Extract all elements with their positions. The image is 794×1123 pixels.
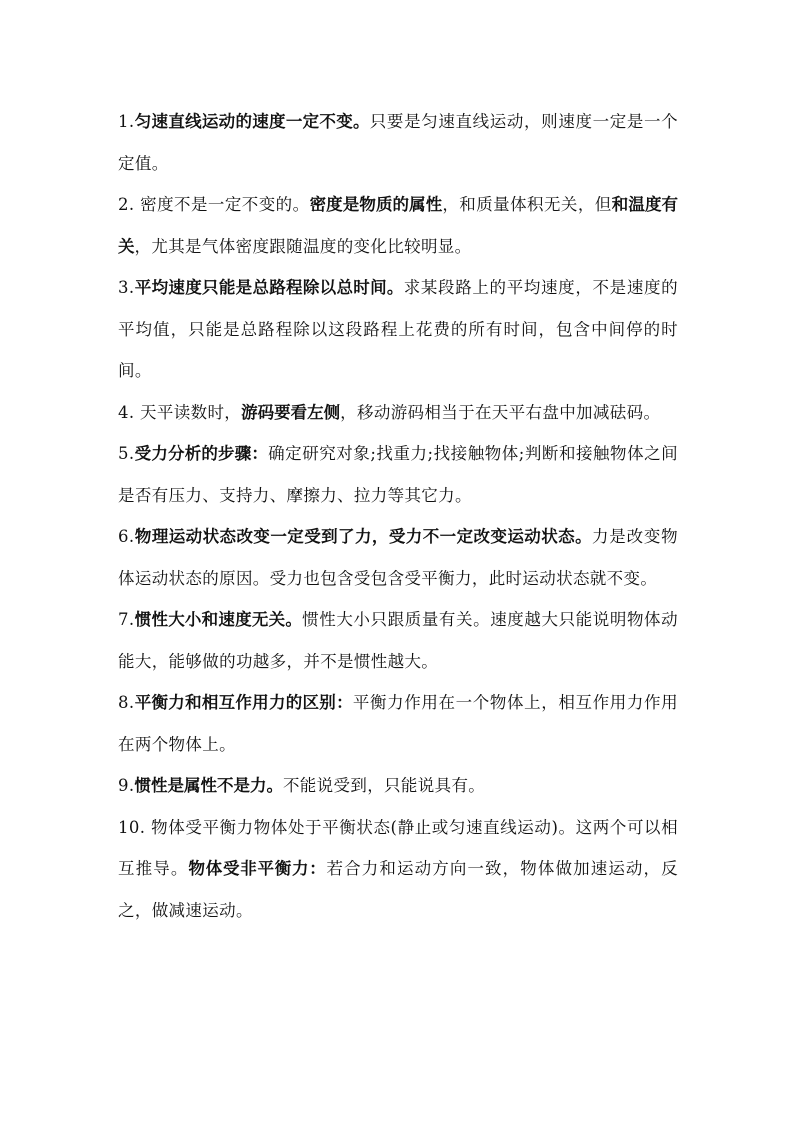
key-point: 和温度有关 (118, 195, 679, 256)
note-item-1 (118, 101, 678, 184)
item-number: 10. (118, 817, 152, 837)
note-item-4 (118, 392, 678, 434)
key-point: 惯性是属性不是力。 (134, 776, 283, 795)
note-item-5 (118, 433, 678, 516)
item-number: 8. (118, 693, 135, 712)
item-number: 2. (118, 195, 141, 214)
key-point: 平衡力和相互作用力的区别： (134, 693, 353, 712)
note-item-9 (118, 765, 678, 807)
explanation: 惯性大小只跟质量有关。速度越大只能说明物体动能大，能够做的功越多，并不是惯性越大。 (118, 610, 679, 671)
key-point: 游码要看左侧 (241, 402, 341, 422)
note-item-2 (118, 184, 678, 267)
explanation: 若合力和运动方向一致，物体做加速运动，反之，做减速运动。 (118, 859, 679, 920)
explanation: 确定研究对象;找重力;找接触物体;判断和接触物体之间是否有压力、支持力、摩擦力、拉力等其它力。 (118, 444, 679, 505)
item-number: 9. (118, 776, 135, 795)
item-number: 1. (118, 112, 135, 131)
item-number: 7. (118, 610, 135, 629)
explanation: 力是改变物体运动状态的原因。受力也包含受包含受平衡力，此时运动状态就不变。 (118, 527, 679, 588)
note-item-7 (118, 599, 678, 682)
intro-text: 密度不是一定不变的。 (140, 195, 310, 214)
explanation: ，移动游码相当于在天平右盘中加减砝码。 (340, 402, 661, 422)
note-item-6 (118, 516, 678, 599)
note-item-3 (118, 267, 678, 392)
key-point: 密度是物质的属性 (309, 195, 443, 214)
key-point: 惯性大小和速度无关。 (134, 610, 303, 629)
document-page (118, 101, 678, 931)
item-number: 3. (118, 278, 135, 297)
note-item-10 (118, 807, 678, 932)
key-point: 平均速度只能是总路程除以总时间。 (134, 278, 404, 297)
key-point: 匀速直线运动的速度一定不变。 (134, 112, 370, 131)
item-number: 6. (118, 527, 135, 546)
key-point: 受力分析的步骤： (134, 444, 269, 463)
intro-text: 天平读数时， (140, 402, 242, 422)
key-point: 物理运动状态改变一定受到了力，受力不一定改变运动状态。 (134, 527, 593, 546)
explanation: ，和质量体积无关，但 (442, 195, 612, 214)
intro-text: 物体受平衡力物体处于平衡状态(静止或匀速直线运动)。这两个可以相互推导。 (118, 817, 678, 878)
item-number: 4. (118, 402, 141, 422)
explanation: 求某段路上的平均速度，不是速度的平均值，只能是总路程除以这段路程上花费的所有时间，包含中间停的时间。 (118, 278, 678, 380)
note-item-8 (118, 682, 678, 765)
explanation: ，尤其是气体密度跟随温度的变化比较明显。 (134, 236, 472, 256)
explanation: 只要是匀速直线运动，则速度一定是一个定值。 (118, 112, 679, 173)
explanation: 不能说受到，只能说具有。 (282, 776, 486, 795)
key-point: 物体受非平衡力： (188, 859, 327, 878)
item-number: 5. (118, 444, 135, 463)
explanation: 平衡力作用在一个物体上，相互作用力作用在两个物体上。 (118, 693, 678, 754)
